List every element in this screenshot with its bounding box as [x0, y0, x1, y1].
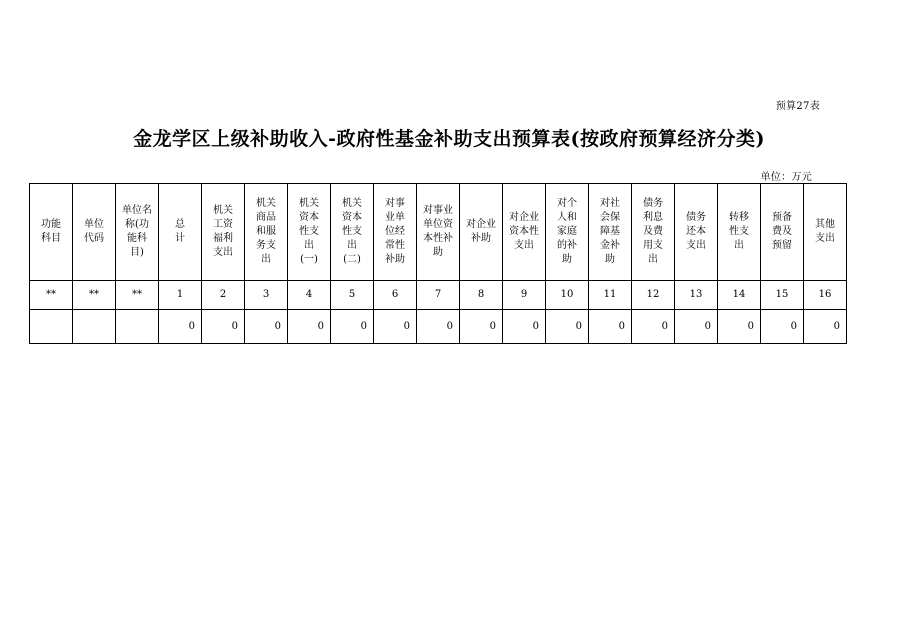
value-cell: 0 — [288, 310, 331, 344]
code-cell: 15 — [761, 281, 804, 310]
code-cell: 5 — [331, 281, 374, 310]
header-cell: 债务利息及费用支出 — [632, 184, 675, 281]
value-cell: 0 — [202, 310, 245, 344]
unit-label: 单位：万元 — [760, 172, 812, 183]
code-cell: ** — [30, 281, 73, 310]
code-cell: 12 — [632, 281, 675, 310]
value-cell — [73, 310, 116, 344]
header-cell: 总计 — [159, 184, 202, 281]
value-cell: 0 — [804, 310, 847, 344]
code-cell: ** — [116, 281, 159, 310]
header-cell: 对事业单位经常性补助 — [374, 184, 417, 281]
value-cell: 0 — [546, 310, 589, 344]
value-cell: 0 — [503, 310, 546, 344]
code-cell: 10 — [546, 281, 589, 310]
value-cell: 0 — [632, 310, 675, 344]
header-cell: 对事业单位资本性补助 — [417, 184, 460, 281]
value-cell: 0 — [331, 310, 374, 344]
header-cell: 单位名称(功能科目) — [116, 184, 159, 281]
code-row — [30, 281, 847, 310]
value-cell — [116, 310, 159, 344]
code-cell: 6 — [374, 281, 417, 310]
header-cell: 对社会保障基金补助 — [589, 184, 632, 281]
code-cell: ** — [73, 281, 116, 310]
budget-table — [29, 183, 847, 344]
table-number: 预算27表 — [775, 101, 820, 112]
value-cell: 0 — [460, 310, 503, 344]
value-cell: 0 — [374, 310, 417, 344]
code-cell: 9 — [503, 281, 546, 310]
header-cell: 机关商品和服务支出 — [245, 184, 288, 281]
value-cell: 0 — [718, 310, 761, 344]
code-cell: 11 — [589, 281, 632, 310]
header-cell: 其他支出 — [804, 184, 847, 281]
value-cell: 0 — [761, 310, 804, 344]
code-cell: 4 — [288, 281, 331, 310]
header-cell: 功能科目 — [30, 184, 73, 281]
header-cell: 机关资本性支出(一) — [288, 184, 331, 281]
header-cell: 预备费及预留 — [761, 184, 804, 281]
code-cell: 3 — [245, 281, 288, 310]
value-cell: 0 — [159, 310, 202, 344]
page-title: 金龙学区上级补助收入-政府性基金补助支出预算表(按政府预算经济分类) — [133, 128, 765, 150]
header-cell: 债务还本支出 — [675, 184, 718, 281]
code-cell: 2 — [202, 281, 245, 310]
code-cell: 16 — [804, 281, 847, 310]
value-cell: 0 — [245, 310, 288, 344]
value-cell: 0 — [675, 310, 718, 344]
code-cell: 14 — [718, 281, 761, 310]
header-cell: 对个人和家庭的补助 — [546, 184, 589, 281]
value-cell — [30, 310, 73, 344]
value-cell: 0 — [589, 310, 632, 344]
header-cell: 机关工资福利支出 — [202, 184, 245, 281]
header-cell: 对企业资本性支出 — [503, 184, 546, 281]
code-cell: 8 — [460, 281, 503, 310]
code-cell: 1 — [159, 281, 202, 310]
header-cell: 对企业补助 — [460, 184, 503, 281]
code-cell: 7 — [417, 281, 460, 310]
code-cell: 13 — [675, 281, 718, 310]
header-cell: 机关资本性支出(二) — [331, 184, 374, 281]
header-cell: 单位代码 — [73, 184, 116, 281]
value-cell: 0 — [417, 310, 460, 344]
header-cell: 转移性支出 — [718, 184, 761, 281]
header-row — [30, 184, 847, 281]
data-row — [30, 310, 847, 344]
